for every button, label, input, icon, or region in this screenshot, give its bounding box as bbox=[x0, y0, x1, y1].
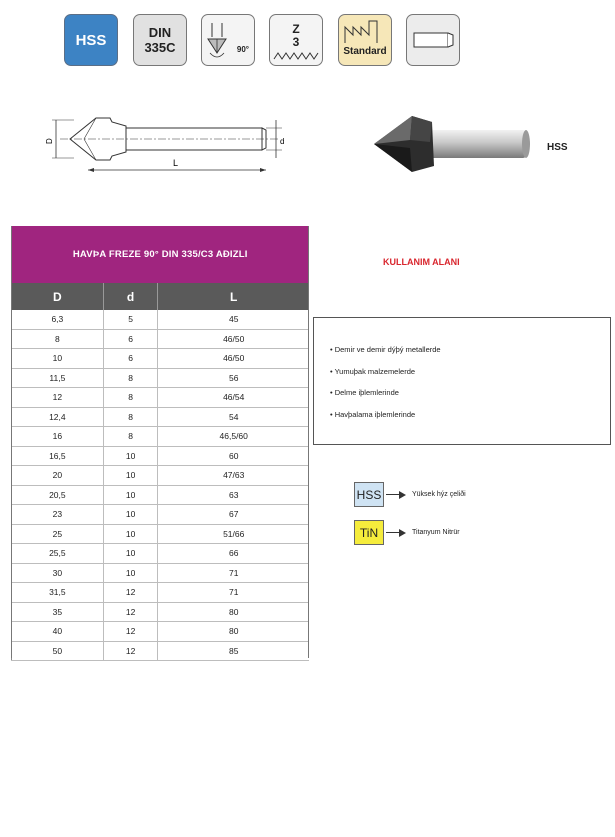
technical-drawing bbox=[40, 100, 300, 180]
legend-tin-text: Titanyum Nitrür bbox=[412, 529, 460, 536]
table-title: HAVÞA FREZE 90° DIN 335/C3 AÐIZLI bbox=[12, 226, 310, 283]
cell-D: 20 bbox=[12, 466, 104, 486]
cell-D: 25 bbox=[12, 524, 104, 544]
cell-L: 46/50 bbox=[158, 329, 309, 349]
cell-L: 85 bbox=[158, 641, 309, 661]
table-row bbox=[12, 485, 310, 505]
hss-material-icon bbox=[64, 14, 118, 66]
cell-d: 12 bbox=[103, 583, 158, 603]
cell-D: 30 bbox=[12, 563, 104, 583]
cell-L: 80 bbox=[158, 622, 309, 642]
cell-d: 6 bbox=[103, 349, 158, 369]
z-label: Z bbox=[292, 22, 300, 36]
table-row bbox=[12, 388, 310, 408]
cell-d: 10 bbox=[103, 485, 158, 505]
table-body bbox=[12, 310, 310, 661]
straight-shank-icon bbox=[406, 14, 460, 66]
cell-D: 25,5 bbox=[12, 544, 104, 564]
dim-D-label: D bbox=[45, 138, 54, 144]
standard-label: Standard bbox=[343, 46, 387, 57]
cell-D: 31,5 bbox=[12, 583, 104, 603]
cell-L: 46,5/60 bbox=[158, 427, 309, 447]
usage-item: • Demir ve demir dýþý metallerde bbox=[330, 345, 441, 367]
cell-D: 6,3 bbox=[12, 310, 104, 329]
table-row bbox=[12, 349, 310, 369]
table-row bbox=[12, 505, 310, 525]
din-label-line2: 335C bbox=[144, 40, 176, 55]
table-row bbox=[12, 524, 310, 544]
cell-D: 40 bbox=[12, 622, 104, 642]
cell-L: 45 bbox=[158, 310, 309, 329]
standard-icon bbox=[338, 14, 392, 66]
legend-tin bbox=[354, 520, 460, 545]
cell-L: 51/66 bbox=[158, 524, 309, 544]
cell-L: 46/54 bbox=[158, 388, 309, 408]
cell-d: 12 bbox=[103, 622, 158, 642]
cell-L: 54 bbox=[158, 407, 309, 427]
cell-D: 23 bbox=[12, 505, 104, 525]
cell-d: 10 bbox=[103, 466, 158, 486]
din-standard-icon bbox=[133, 14, 187, 66]
table-row bbox=[12, 446, 310, 466]
cell-d: 10 bbox=[103, 563, 158, 583]
cell-D: 8 bbox=[12, 329, 104, 349]
cell-d: 6 bbox=[103, 329, 158, 349]
usage-box bbox=[313, 317, 611, 445]
usage-title: KULLANIM ALANI bbox=[383, 257, 460, 267]
din-label-line1: DIN bbox=[148, 25, 172, 40]
cell-D: 12 bbox=[12, 388, 104, 408]
cell-d: 8 bbox=[103, 427, 158, 447]
cell-d: 12 bbox=[103, 602, 158, 622]
cell-L: 47/63 bbox=[158, 466, 309, 486]
angle-label: 90° bbox=[236, 45, 249, 54]
dim-L-label: L bbox=[173, 158, 179, 168]
table-row bbox=[12, 583, 310, 603]
hss-badge: HSS bbox=[354, 482, 384, 507]
cell-D: 50 bbox=[12, 641, 104, 661]
legend-hss-text: Yüksek hýz çeliði bbox=[412, 491, 466, 498]
usage-item: • Yumuþak malzemelerde bbox=[330, 367, 441, 389]
cell-d: 8 bbox=[103, 368, 158, 388]
photo-material-label: HSS bbox=[547, 142, 568, 153]
cell-L: 63 bbox=[158, 485, 309, 505]
dim-d-label: d bbox=[280, 137, 285, 146]
cell-L: 67 bbox=[158, 505, 309, 525]
cell-d: 5 bbox=[103, 310, 158, 329]
arrow-right-icon bbox=[386, 528, 408, 538]
table-row bbox=[12, 310, 310, 329]
cell-L: 80 bbox=[158, 602, 309, 622]
hss-icon-label: HSS bbox=[75, 31, 107, 49]
cell-D: 20,5 bbox=[12, 485, 104, 505]
arrow-right-icon bbox=[386, 490, 408, 500]
tin-badge: TiN bbox=[354, 520, 384, 545]
cell-D: 11,5 bbox=[12, 368, 104, 388]
cell-d: 10 bbox=[103, 505, 158, 525]
product-photo bbox=[370, 108, 540, 186]
table-row bbox=[12, 368, 310, 388]
flute-zigzag bbox=[270, 15, 322, 65]
cell-d: 10 bbox=[103, 544, 158, 564]
table-row bbox=[12, 544, 310, 564]
cell-L: 71 bbox=[158, 583, 309, 603]
table-row bbox=[12, 641, 310, 661]
shank-drawing bbox=[407, 15, 459, 65]
cell-D: 35 bbox=[12, 602, 104, 622]
cell-L: 66 bbox=[158, 544, 309, 564]
cell-D: 10 bbox=[12, 349, 104, 369]
table-row bbox=[12, 622, 310, 642]
usage-list bbox=[330, 345, 441, 431]
cell-d: 10 bbox=[103, 446, 158, 466]
cell-D: 16,5 bbox=[12, 446, 104, 466]
cell-L: 56 bbox=[158, 368, 309, 388]
table-row bbox=[12, 563, 310, 583]
cell-d: 12 bbox=[103, 641, 158, 661]
cell-d: 10 bbox=[103, 524, 158, 544]
usage-item: • Havþalama iþlemlerinde bbox=[330, 410, 441, 432]
col-header-D: D bbox=[12, 283, 104, 310]
legend-hss bbox=[354, 482, 466, 507]
cell-L: 46/50 bbox=[158, 349, 309, 369]
dimensions-table bbox=[11, 226, 309, 661]
cell-d: 8 bbox=[103, 407, 158, 427]
angle-drawing bbox=[202, 15, 254, 65]
cell-L: 71 bbox=[158, 563, 309, 583]
table-row bbox=[12, 329, 310, 349]
table-row bbox=[12, 407, 310, 427]
col-header-d: d bbox=[103, 283, 158, 310]
cell-D: 16 bbox=[12, 427, 104, 447]
cell-d: 8 bbox=[103, 388, 158, 408]
table-row bbox=[12, 602, 310, 622]
cell-D: 12,4 bbox=[12, 407, 104, 427]
table-row bbox=[12, 466, 310, 486]
cell-L: 60 bbox=[158, 446, 309, 466]
countersink-angle-icon bbox=[201, 14, 255, 66]
z-value: 3 bbox=[292, 35, 300, 49]
flute-count-icon bbox=[269, 14, 323, 66]
usage-item: • Delme iþlemlerinde bbox=[330, 388, 441, 410]
factory-drawing bbox=[339, 15, 391, 65]
table-row bbox=[12, 427, 310, 447]
col-header-L: L bbox=[158, 283, 309, 310]
